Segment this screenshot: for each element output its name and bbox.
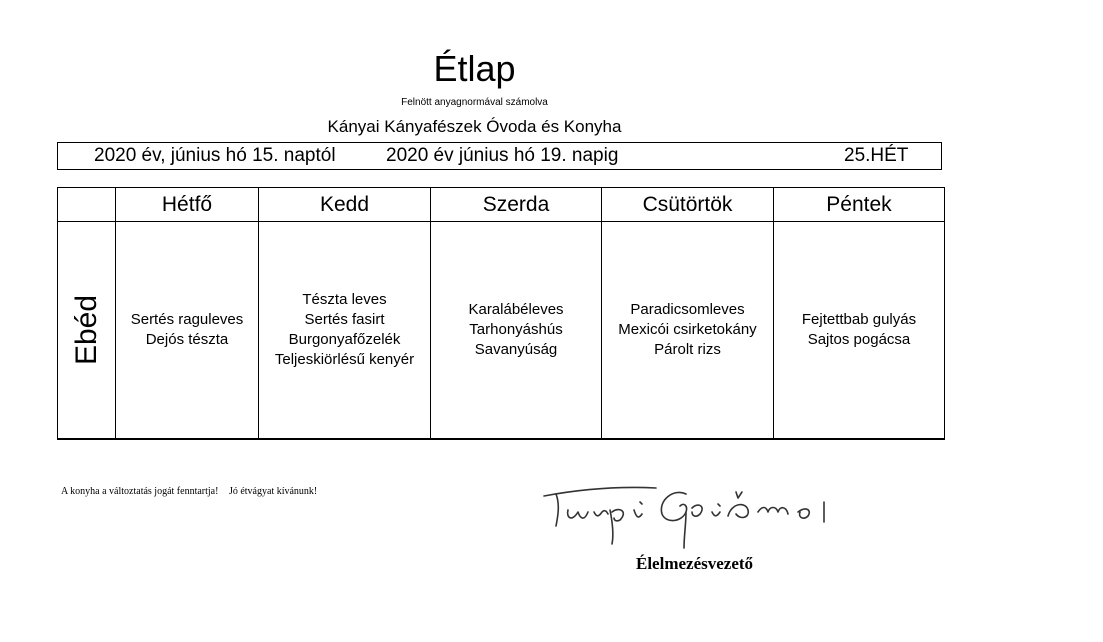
menu-cell-tuesday: [259, 222, 431, 440]
page-title: Étlap: [433, 48, 516, 89]
meal-label: Ebéd: [69, 294, 103, 366]
menu-table: [57, 187, 945, 440]
week-end-date: 2020 év június hó 19. napig: [386, 145, 619, 166]
corner-cell: [58, 188, 116, 222]
dish-item: Karalábéleves: [468, 301, 564, 318]
organization-name: Kányai Kányafészek Óvoda és Konyha: [327, 117, 622, 136]
handwritten-signature: [536, 472, 882, 552]
menu-cell-wednesday: [431, 222, 602, 440]
dish-item: Dejós tészta: [145, 331, 229, 348]
dish-item: Tészta leves: [302, 291, 387, 308]
dish-item: Mexicói csirketokány: [618, 321, 757, 338]
dish-item: Burgonyafőzelék: [288, 331, 401, 348]
menu-cell-friday: [774, 222, 945, 440]
menu-cell-monday: [116, 222, 259, 440]
day-header-monday: Hétfő: [116, 188, 259, 222]
bon-appetit-wish: Jó étvágyat kívánunk!: [228, 486, 318, 497]
week-start-date: 2020 év, június hó 15. naptól: [94, 145, 336, 166]
day-header-friday: Péntek: [774, 188, 945, 222]
signatory-role: Élelmezésvezető: [636, 554, 754, 573]
day-header-row: [58, 188, 945, 222]
dish-item: Sertés raguleves: [130, 311, 244, 328]
dish-item: Párolt rizs: [654, 341, 721, 358]
dish-item: Sertés fasirt: [304, 311, 385, 328]
menu-cell-thursday: [602, 222, 774, 440]
dish-item: Teljeskiörlésű kenyér: [274, 351, 415, 368]
lunch-row: [58, 222, 945, 440]
day-header-wednesday: Szerda: [431, 188, 602, 222]
change-rights-notice: A konyha a változtatás jogát fenntartja!: [61, 486, 219, 497]
day-header-thursday: Csütörtök: [602, 188, 774, 222]
footer-notice: [61, 486, 317, 497]
dish-item: Tarhonyáshús: [469, 321, 563, 338]
dish-item: Fejtettbab gulyás: [801, 311, 917, 328]
dish-item: Savanyúság: [474, 341, 558, 358]
page-subtitle: Felnött anyagnormával számolva: [401, 97, 548, 108]
dish-item: Paradicsomleves: [630, 301, 745, 318]
meal-label-cell: [58, 222, 116, 440]
dish-item: Sajtos pogácsa: [807, 331, 911, 348]
week-range-box: [57, 142, 942, 170]
day-header-tuesday: Kedd: [259, 188, 431, 222]
signature-area: [536, 472, 882, 580]
week-number: 25.HÉT: [844, 145, 909, 166]
